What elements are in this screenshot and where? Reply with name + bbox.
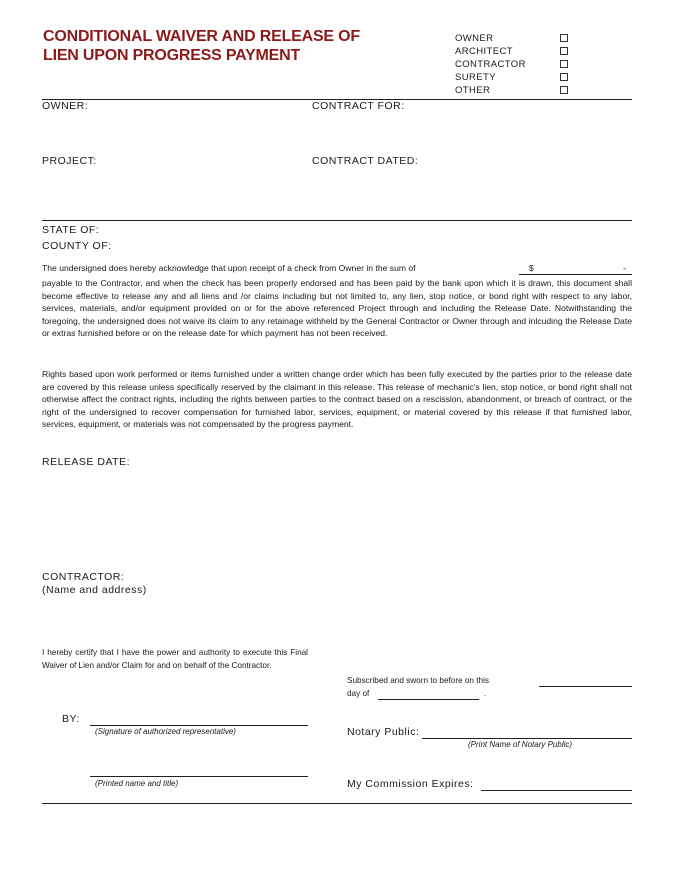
state-of-label: STATE OF: xyxy=(42,224,100,236)
footer-divider xyxy=(42,803,632,804)
day-of-text: day of xyxy=(347,689,370,698)
copy-label-contractor: CONTRACTOR xyxy=(455,59,526,70)
form-title xyxy=(43,27,423,65)
commission-expires-line[interactable] xyxy=(481,790,632,791)
amount-dash: - xyxy=(623,263,626,273)
copy-label-owner: OWNER xyxy=(455,33,494,44)
commission-expires-label: My Commission Expires: xyxy=(347,778,474,790)
printed-name-line[interactable] xyxy=(90,776,308,777)
contract-dated-label: CONTRACT DATED: xyxy=(312,155,419,167)
amount-field-line[interactable] xyxy=(519,274,632,275)
form-title-line-1: CONDITIONAL WAIVER AND RELEASE OF xyxy=(43,28,360,45)
copy-row-contractor xyxy=(455,58,575,71)
printed-name-caption: (Printed name and title) xyxy=(95,779,179,788)
notary-public-label: Notary Public: xyxy=(347,726,420,738)
subscribed-text: Subscribed and sworn to before on this xyxy=(347,676,490,685)
project-label: PROJECT: xyxy=(42,155,97,167)
owner-label: OWNER: xyxy=(42,100,89,112)
by-label: BY: xyxy=(62,713,80,725)
notary-name-caption: (Print Name of Notary Public) xyxy=(468,740,573,749)
section-divider xyxy=(42,220,632,221)
name-and-address-label: (Name and address) xyxy=(42,584,147,596)
amount-symbol: $ xyxy=(529,263,534,273)
copy-label-surety: SURETY xyxy=(455,72,496,83)
paragraph-1-lead: The undersigned does hereby acknowledge that upon receipt of a check from Owner in the sum of xyxy=(42,263,416,273)
paragraph-2: Rights based upon work performed or items furnished under a written change order which has been fully executed by the parties prior to the release date are covered by this release unless specifically reserved by the claimant in this release. This release of mechanic's lien, stop notice, or bond right shall not otherwise affect the contract rights, including the rights between parties to the contract based on a rescission, abandonment, or breach of contract, or the right of the undersigned to recover compensation for furnished labor, services, equipment, or material covered by this release if that furnished labor, services, equipment, or materials was not compensated by the progress payment. xyxy=(42,369,632,429)
certification-text: I hereby certify that I have the power and authority to execute this Final Waiver of Lien and/or Claim for and on behalf of the Contractor. xyxy=(42,648,308,670)
sworn-date-line[interactable] xyxy=(539,686,632,687)
checkbox-contractor[interactable] xyxy=(560,60,568,68)
day-of-line[interactable] xyxy=(378,699,479,700)
copy-row-architect xyxy=(455,45,575,58)
checkbox-surety[interactable] xyxy=(560,73,568,81)
copy-label-other: OTHER xyxy=(455,85,491,96)
copy-label-architect: ARCHITECT xyxy=(455,46,513,57)
notary-public-line[interactable] xyxy=(422,738,632,739)
release-date-label: RELEASE DATE: xyxy=(42,456,130,468)
copy-distribution xyxy=(455,32,575,97)
copy-row-owner xyxy=(455,32,575,45)
signature-caption: (Signature of authorized representative) xyxy=(95,727,236,736)
contractor-label: CONTRACTOR: xyxy=(42,571,125,583)
contract-for-label: CONTRACT FOR: xyxy=(312,100,405,112)
copy-row-other xyxy=(455,84,575,97)
copy-row-surety xyxy=(455,71,575,84)
checkbox-owner[interactable] xyxy=(560,34,568,42)
checkbox-architect[interactable] xyxy=(560,47,568,55)
paragraph-1-body: payable to the Contractor, and when the check has been properly endorsed and has been paid by the bank upon which it is drawn, this document shall become effective to release any and all liens and /or claims including but not limited to, any lien, stop notice, or bond right with respect to any labor, services, materials, and/or equipment provided on or for the above referenced Project through and including the Release Date. Notwithstanding the foregoing, the undersigned does not waive its claim to any retainage withheld by the General Contractor or Owner through and inlcuding the Release Date or extras furnished before or on the release date for which payment has not been received. xyxy=(42,278,632,338)
day-of-period: . xyxy=(484,689,487,698)
checkbox-other[interactable] xyxy=(560,86,568,94)
signature-line[interactable] xyxy=(90,725,308,726)
county-of-label: COUNTY OF: xyxy=(42,240,112,252)
form-title-line-2: LIEN UPON PROGRESS PAYMENT xyxy=(43,47,301,64)
